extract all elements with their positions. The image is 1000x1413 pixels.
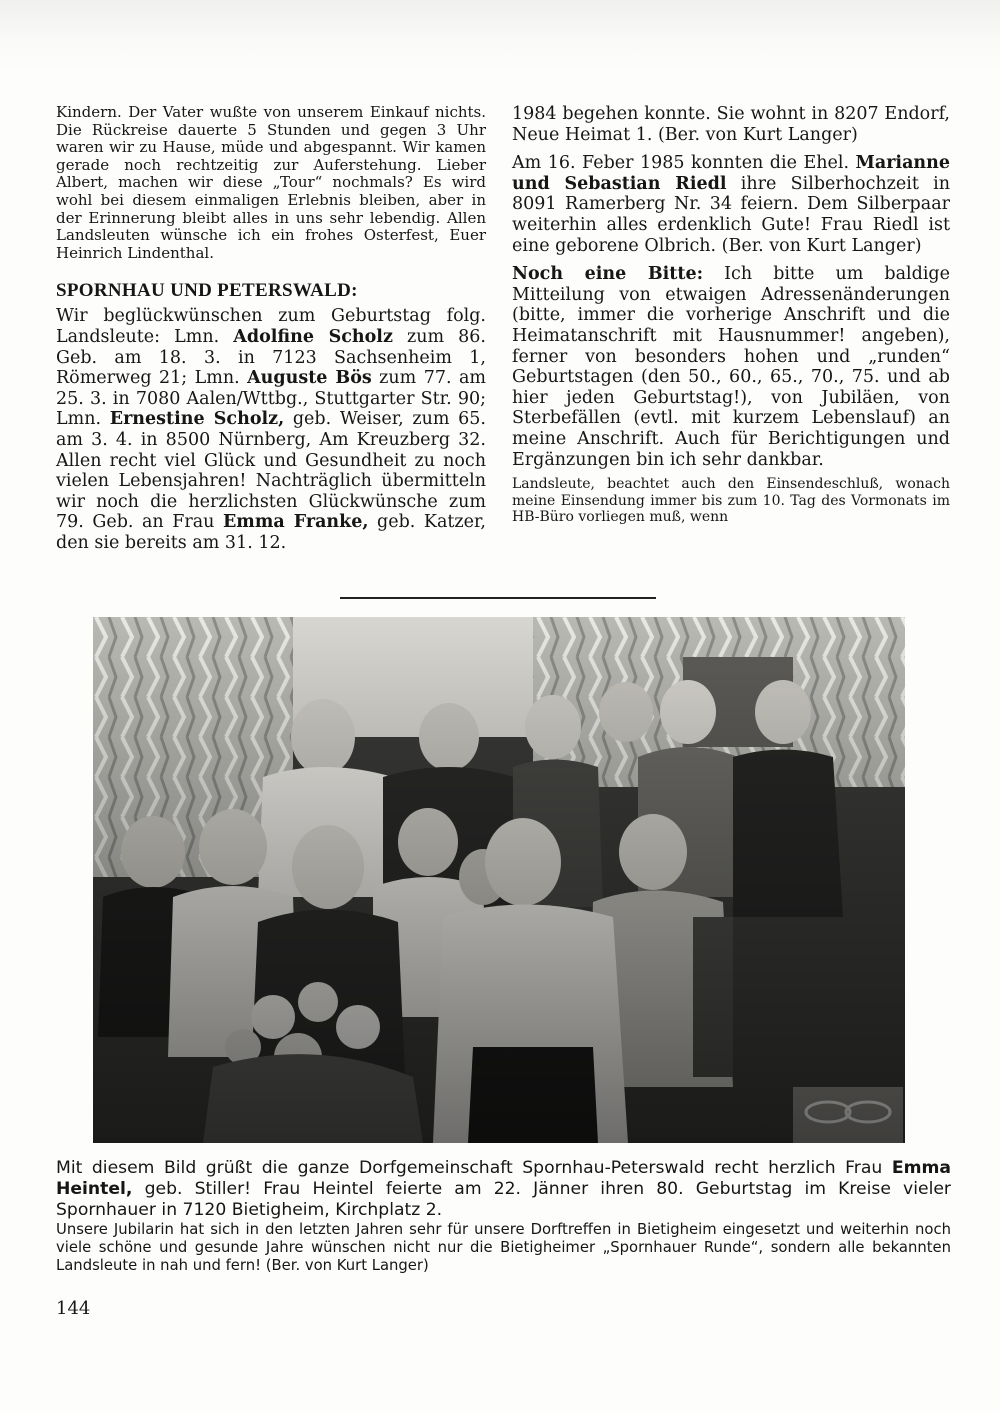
left-column (56, 104, 486, 553)
group-photo-illustration (93, 617, 905, 1143)
caption-main (56, 1158, 951, 1221)
intro-paragraph: Kindern. Der Vater wußte von unserem Einkauf nichts. Die Rückreise dauerte 5 Stunden und gegen 3 Uhr waren wir zu Hause, müde und abgespannt. Wir kamen gerade noch rechtzeitig zur Auferstehung. Lieber Albert, machen wir diese „Tour“ nochmals? Es wird wohl bei diesem einmaligen Erlebnis bleiben, aber in der Erinnerung bleibt alles in uns sehr lebendig. Allen Landsleuten wünsche ich ein frohes Osterfest, Euer Heinrich Lindenthal. (56, 103, 486, 262)
text-run: zum 77. am 25. 3. in 7080 Aalen/Wttbg., Stuttgarter Str. 90; Lmn. (56, 368, 486, 430)
person-name: Auguste Bös (247, 368, 372, 389)
caption-sub: Unsere Jubilarin hat sich in den letzten Jahren sehr für unsere Dorftreffen in Bietigheim eingesetzt und weiterhin noch viele schöne und gesunde Jahre wünschen nicht nur die Bietigheimer „Spornhauer Runde“, sondern alle bekannten Landsleute in nah und fern! (Ber. von Kurt Langer) (56, 1221, 951, 1274)
person-name: Ernestine Scholz, (109, 409, 285, 430)
request-label: Noch eine Bitte: (512, 264, 704, 285)
text-run: geb. Stiller! Frau Heintel feierte am 22. Jänner ihren 80. Geburtstag im Kreise vieler Spornhauer in 7120 Bietigheim, Kirchplatz 2. (56, 1179, 951, 1220)
person-name: Emma Franke, (222, 512, 369, 533)
separator-rule (340, 597, 656, 599)
text-run: Mit diesem Bild grüßt die ganze Dorfgemeinschaft Spornhau-Peterswald recht herzlich Frau (56, 1158, 892, 1178)
paragraph-silver-wedding (512, 153, 950, 256)
birthday-paragraph (56, 306, 486, 553)
text-run: Am 16. Feber 1985 konnten die Ehel. (512, 153, 856, 174)
text-run: ihre Silberhochzeit in 8091 Ramerberg Nr. 34 feiern. Dem Silberpaar weiterhin alles erdenklich Gute! Frau Riedl ist eine geborene Olbrich. (Ber. von Kurt Langer) (512, 173, 950, 256)
person-name: Emma Heintel, (56, 1158, 951, 1199)
group-photo (93, 617, 905, 1143)
section-heading: SPORNHAU UND PETERSWALD: (56, 280, 358, 302)
text-run: geb. Katzer, den sie bereits am 31. 12. (56, 512, 486, 553)
text-run: zum 86. Geb. am 18. 3. in 7123 Sachsenheim 1, Römerweg 21; Lmn. (56, 326, 486, 389)
text-run: Ich bitte um baldige Mitteilung von etwaigen Adressenänderungen (bitte, immer die vorherige Anschrift und die Heimatanschrift mit Hausnummer! angeben), ferner von besonders hohen und „runden“ Geburtstagen (den 50., 60., 65., 70., 75. und ab hier jeden Geburtstag!), von Jubiläen, von Sterbefällen (evtl. mit kurzem Lebenslauf) an meine Anschrift. Auch für Berichtigungen und Ergänzungen bin ich sehr dankbar. (512, 264, 950, 470)
paragraph-request (512, 264, 950, 470)
paragraph-deadline: Landsleute, beachtet auch den Einsendeschluß, wonach meine Einsendung immer bis zum 10. Tag des Vormonats im HB-Büro vorliegen muß, wenn (512, 476, 950, 526)
text-run: geb. Weiser, zum 65. am 3. 4. in 8500 Nürnberg, Am Kreuzberg 32. Allen recht viel Glück und Gesundheit zu noch vielen Lebensjahren! Nachträglich übermitteln wir noch die herzlichsten Glückwünsche zum 79. Geb. an Frau (56, 409, 486, 533)
right-column (512, 104, 950, 526)
person-name: Marianne und Sebastian Riedl (512, 153, 950, 194)
text-run: Wir beglückwünschen zum Geburtstag folg. Landsleute: Lmn. (56, 306, 486, 347)
scan-edge-shading (0, 0, 1000, 70)
paragraph-endorf: 1984 begehen konnte. Sie wohnt in 8207 Endorf, Neue Heimat 1. (Ber. von Kurt Langer) (512, 104, 950, 145)
person-name: Adolfine Scholz (233, 326, 393, 347)
page-number: 144 (56, 1298, 91, 1319)
photo-caption (56, 1158, 951, 1275)
